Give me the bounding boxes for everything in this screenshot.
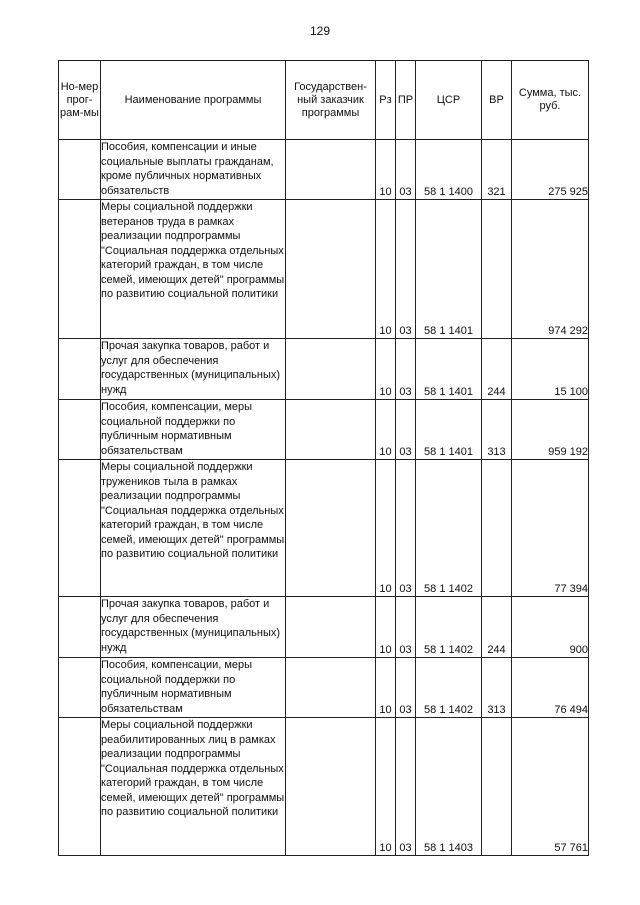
program-number-cell (59, 460, 101, 597)
rz-cell: 10 (376, 460, 396, 597)
program-name-cell: Меры социальной поддержки реабилитированных лиц в рамках реализации подпрограммы "Социальная поддержка отдельных категорий граждан, в том числе семей, имеющих детей" программы по развитию социальной политики (101, 718, 286, 856)
program-name-cell: Меры социальной поддержки ветеранов труда в рамках реализации подпрограммы "Социальная поддержка отдельных категорий граждан, в том числе семей, имеющих детей" программы по развитию социальной политики (101, 200, 286, 339)
program-name-cell: Меры социальной поддержки тружеников тыла в рамках реализации подпрограммы "Социальная поддержка отдельных категорий граждан, в том числе семей, имеющих детей" программы по развитию социальной политики (101, 460, 286, 597)
vr-cell: 244 (482, 597, 512, 658)
csr-cell: 58 1 1401 (416, 400, 482, 460)
program-name-cell: Пособия, компенсации, меры социальной поддержки по публичным нормативным обязательствам (101, 658, 286, 718)
header-rz: Рз (376, 61, 396, 140)
pr-cell: 03 (396, 718, 416, 856)
pr-cell: 03 (396, 339, 416, 400)
program-number-cell (59, 339, 101, 400)
sum-cell: 900 (512, 597, 589, 658)
rz-cell: 10 (376, 140, 396, 200)
csr-cell: 58 1 1402 (416, 597, 482, 658)
customer-cell (286, 339, 376, 400)
table-row (59, 718, 589, 856)
pr-cell: 03 (396, 658, 416, 718)
table-row (59, 658, 589, 718)
sum-cell: 77 394 (512, 460, 589, 597)
pr-cell: 03 (396, 400, 416, 460)
csr-cell: 58 1 1402 (416, 460, 482, 597)
table-row (59, 339, 589, 400)
header-sum: Сумма, тыс. руб. (512, 61, 589, 140)
table-row (59, 140, 589, 200)
program-name-cell: Прочая закупка товаров, работ и услуг для обеспечения государственных (муниципальных) нужд (101, 597, 286, 658)
rz-cell: 10 (376, 597, 396, 658)
header-pr: ПР (396, 61, 416, 140)
csr-cell: 58 1 1400 (416, 140, 482, 200)
customer-cell (286, 200, 376, 339)
vr-cell (482, 460, 512, 597)
sum-cell: 959 192 (512, 400, 589, 460)
csr-cell: 58 1 1403 (416, 718, 482, 856)
pr-cell: 03 (396, 460, 416, 597)
vr-cell (482, 718, 512, 856)
program-name-cell: Прочая закупка товаров, работ и услуг для обеспечения государственных (муниципальных) нужд (101, 339, 286, 400)
table-row (59, 597, 589, 658)
rz-cell: 10 (376, 200, 396, 339)
customer-cell (286, 718, 376, 856)
budget-table (58, 60, 589, 856)
sum-cell: 275 925 (512, 140, 589, 200)
page-number: 129 (309, 24, 331, 38)
header-vr: ВР (482, 61, 512, 140)
program-number-cell (59, 200, 101, 339)
table-row (59, 200, 589, 339)
header-customer: Государствен-ный заказчик программы (286, 61, 376, 140)
table-row (59, 460, 589, 597)
sum-cell: 974 292 (512, 200, 589, 339)
sum-cell: 57 761 (512, 718, 589, 856)
customer-cell (286, 400, 376, 460)
vr-cell: 244 (482, 339, 512, 400)
sum-cell: 76 494 (512, 658, 589, 718)
table-header-row (59, 61, 589, 140)
pr-cell: 03 (396, 200, 416, 339)
vr-cell: 321 (482, 140, 512, 200)
vr-cell: 313 (482, 658, 512, 718)
rz-cell: 10 (376, 718, 396, 856)
rz-cell: 10 (376, 339, 396, 400)
pr-cell: 03 (396, 597, 416, 658)
program-name-cell: Пособия, компенсации и иные социальные выплаты гражданам, кроме публичных нормативных обязательств (101, 140, 286, 200)
sum-cell: 15 100 (512, 339, 589, 400)
program-number-cell (59, 718, 101, 856)
customer-cell (286, 597, 376, 658)
header-csr: ЦСР (416, 61, 482, 140)
program-number-cell (59, 140, 101, 200)
program-number-cell (59, 400, 101, 460)
program-name-cell: Пособия, компенсации, меры социальной поддержки по публичным нормативным обязательствам (101, 400, 286, 460)
customer-cell (286, 658, 376, 718)
vr-cell: 313 (482, 400, 512, 460)
header-program-name: Наименование программы (101, 61, 286, 140)
program-number-cell (59, 658, 101, 718)
header-program-number: Но-мер прог-рам-мы (59, 61, 101, 140)
table-row (59, 400, 589, 460)
customer-cell (286, 140, 376, 200)
csr-cell: 58 1 1402 (416, 658, 482, 718)
vr-cell (482, 200, 512, 339)
rz-cell: 10 (376, 400, 396, 460)
program-number-cell (59, 597, 101, 658)
customer-cell (286, 460, 376, 597)
csr-cell: 58 1 1401 (416, 339, 482, 400)
pr-cell: 03 (396, 140, 416, 200)
csr-cell: 58 1 1401 (416, 200, 482, 339)
rz-cell: 10 (376, 658, 396, 718)
